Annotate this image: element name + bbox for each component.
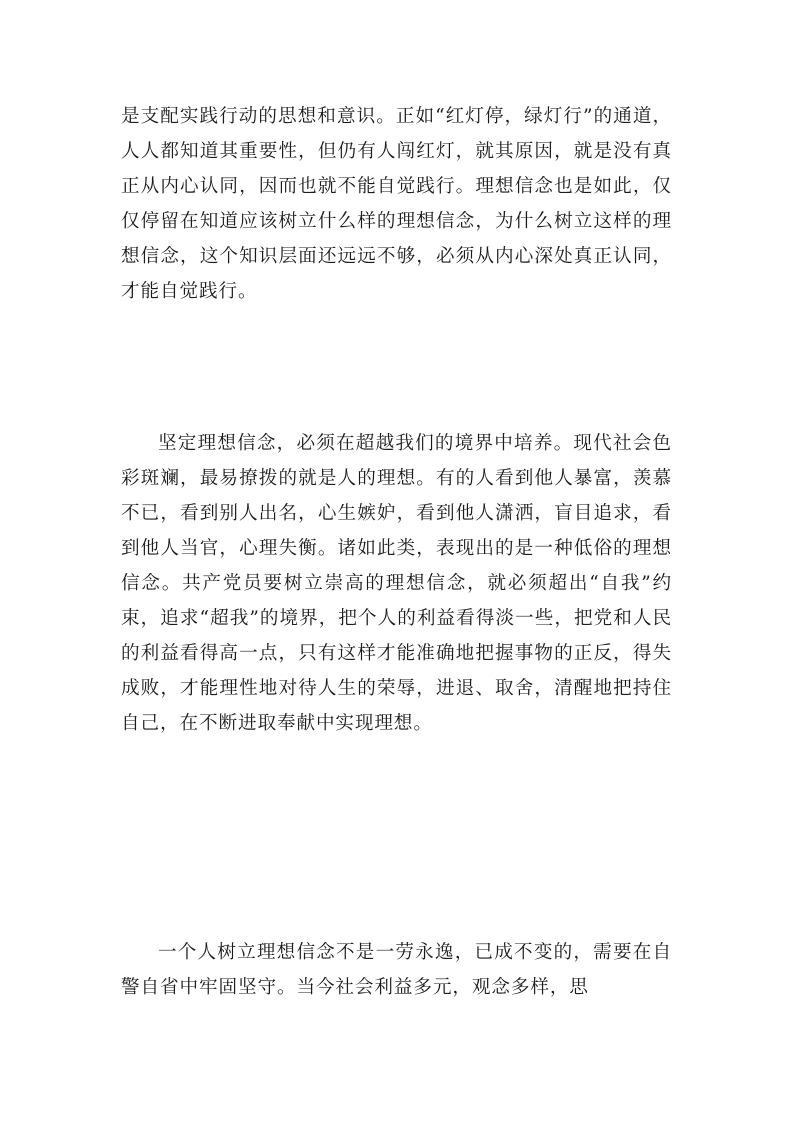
paragraph-1: 是支配实践行动的思想和意识。正如“红灯停，绿灯行”的通道，人人都知道其重要性，但仍有人闯红灯，就其原因，就是没有真正从内心认同，因而也就不能自觉践行。理想信念也是如此，仅仅停留在知道应该树立什么样的理想信念，为什么树立这样的理想信念，这个知识层面还远远不够，必须从内心深处真正认同，才能自觉践行。	[121, 106, 672, 302]
paragraph-3: 一个人树立理想信念不是一劳永逸，已成不变的，需要在自警自省中牢固坚守。当今社会利益多元，观念多样，思	[121, 942, 672, 998]
paragraph-2: 坚定理想信念，必须在超越我们的境界中培养。现代社会色彩斑斓，最易撩拨的就是人的理想。有的人看到他人暴富，羡慕不已，看到别人出名，心生嫉妒，看到他人潇洒，盲目追求，看到他人当官，心理失衡。诸如此类，表现出的是一种低俗的理想信念。共产党员要树立崇高的理想信念，就必须超出“自我”约束，追求“超我”的境界，把个人的利益看得淡一些，把党和人民的利益看得高一点，只有这样才能准确地把握事物的正反，得失成败，才能理性地对待人生的荣辱，进退、取舍，清醒地把持住自己，在不断进取奉献中实现理想。	[121, 433, 672, 734]
